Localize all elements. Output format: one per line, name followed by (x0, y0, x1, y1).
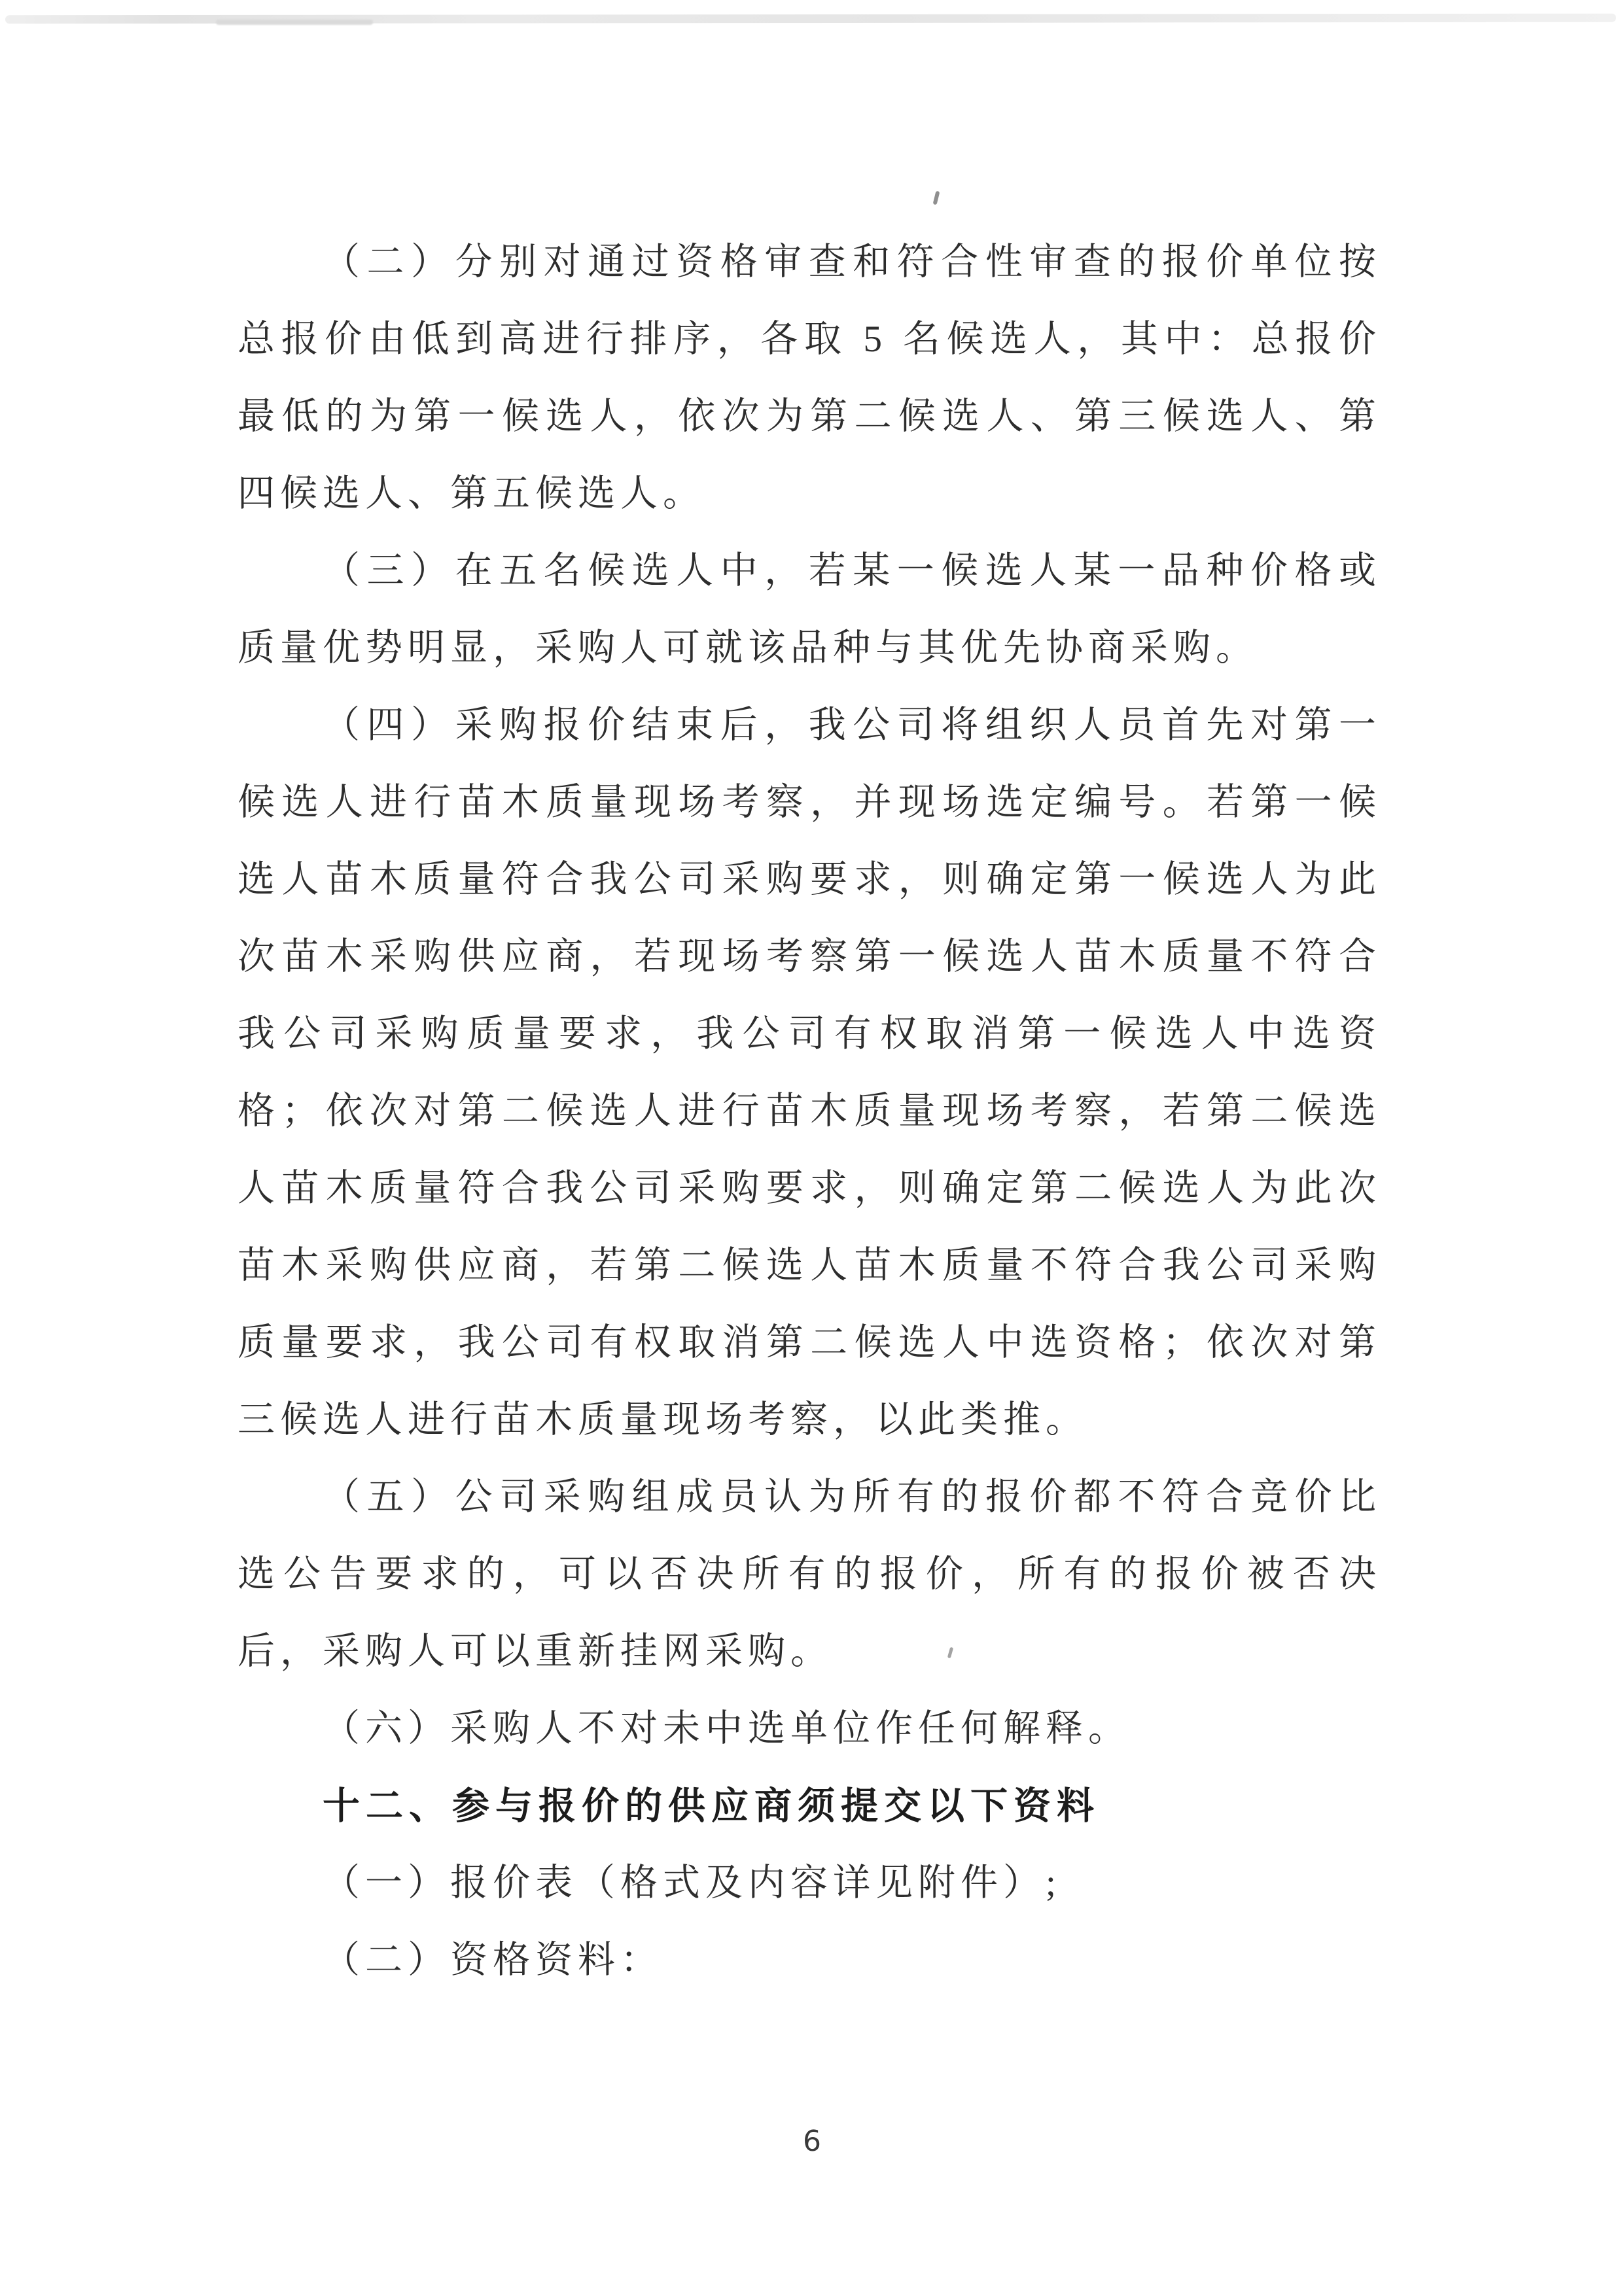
clause-paragraph-2: （二）分别对通过资格审查和符合性审查的报价单位按总报价由低到高进行排序，各取 5 名候选人，其中：总报价最低的为第一候选人，依次为第二候选人、第三候选人、第四候选人、第五候选人。 (238, 241, 1381, 514)
list-item-12-1: （一）报价表（格式及内容详见附件）; (323, 1862, 1061, 1904)
clause-paragraph-4: （四）采购报价结束后，我公司将组织人员首先对第一候选人进行苗木质量现场考察，并现场选定编号。若第一候选人苗木质量符合我公司采购要求，则确定第一候选人为此次苗木采购供应商，若现场考察第一候选人苗木质量不符合我公司采购质量要求，我公司有权取消第一候选人中选资格；依次对第二候选人进行苗木质量现场考察，若第二候选人苗木质量符合我公司采购要求，则确定第二候选人为此次苗木采购供应商，若第二候选人苗木质量不符合我公司采购质量要求，我公司有权取消第二候选人中选资格；依次对第三候选人进行苗木质量现场考察，以此类推。 (238, 704, 1381, 1440)
clause-paragraph-3: （三）在五名候选人中，若某一候选人某一品种价格或质量优势明显，采购人可就该品种与其优先协商采购。 (238, 550, 1381, 669)
clause-paragraph-5: （五）公司采购组成员认为所有的报价都不符合竞价比选公告要求的，可以否决所有的报价，所有的报价被否决后，采购人可以重新挂网采购。 (238, 1476, 1381, 1672)
list-item-12-2: （二）资格资料： (323, 1939, 663, 1981)
ink-speck (933, 191, 940, 205)
scan-shadow-dark-patch (216, 20, 373, 25)
clause-paragraph-6: （六）采购人不对未中选单位作任何解释。 (323, 1708, 1131, 1749)
section-heading-12: 十二、参与报价的供应商须提交以下资料 (323, 1784, 1100, 1828)
document-body (238, 224, 1381, 1999)
page-number: 6 (803, 2125, 821, 2158)
